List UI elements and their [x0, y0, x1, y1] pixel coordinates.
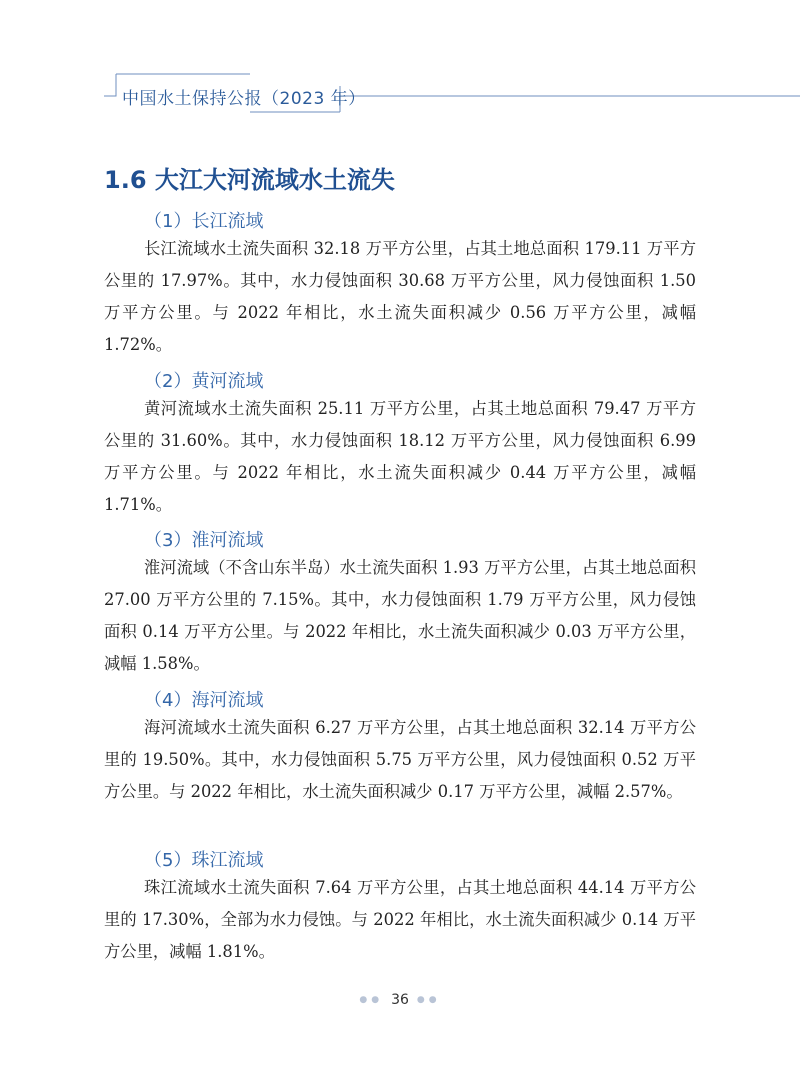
basin-heading-hai-river: （4）海河流域	[144, 690, 264, 711]
basin-heading-huai-river: （3）淮河流域	[144, 530, 264, 551]
basin-paragraph-hai-river: 海河流域水土流失面积 6.27 万平方公里，占其土地总面积 32.14 万平方公里的 19.50%。其中，水力侵蚀面积 5.75 万平方公里，风力侵蚀面积 0.52 万平方公里。与 2022 年相比，水土流失面积减少 0.17 万平方公里，减幅 2.57%。	[104, 718, 696, 801]
page-header	[0, 0, 800, 140]
basin-paragraph-huai-river: 淮河流域（不含山东半岛）水土流失面积 1.93 万平方公里，占其土地总面积 27.00 万平方公里的 7.15%。其中，水力侵蚀面积 1.79 万平方公里，风力侵蚀面积 0.14 万平方公里。与 2022 年相比，水土流失面积减少 0.03 万平方公里，减幅 1.58%。	[104, 558, 696, 673]
page-number-value: 36	[391, 992, 409, 1008]
basin-heading-yellow-river: （2）黄河流域	[144, 371, 264, 392]
section-title: 1.6 大江大河流域水土流失	[104, 166, 395, 194]
page-dots-left-icon: ●●	[359, 995, 384, 1005]
basin-paragraph-pearl-river: 珠江流域水土流失面积 7.64 万平方公里，占其土地总面积 44.14 万平方公里的 17.30%，全部为水力侵蚀。与 2022 年相比，水土流失面积减少 0.14 万平方公里，减幅 1.81%。	[104, 878, 696, 961]
basin-paragraph-yangtze: 长江流域水土流失面积 32.18 万平方公里，占其土地总面积 179.11 万平方公里的 17.97%。其中，水力侵蚀面积 30.68 万平方公里，风力侵蚀面积 1.50 万平方公里。与 2022 年相比，水土流失面积减少 0.56 万平方公里，减幅 1.72%。	[104, 239, 696, 354]
page-dots-right-icon: ●●	[416, 995, 441, 1005]
header-title: 中国水土保持公报（2023 年）	[122, 89, 366, 109]
page-number	[0, 992, 800, 1008]
basin-heading-yangtze: （1）长江流域	[144, 211, 264, 232]
header-frame-lines	[0, 0, 800, 140]
basin-paragraph-yellow-river: 黄河流域水土流失面积 25.11 万平方公里，占其土地总面积 79.47 万平方公里的 31.60%。其中，水力侵蚀面积 18.12 万平方公里，风力侵蚀面积 6.99 万平方公里。与 2022 年相比，水土流失面积减少 0.44 万平方公里，减幅 1.71%。	[104, 399, 696, 514]
basin-heading-pearl-river: （5）珠江流域	[144, 850, 264, 871]
